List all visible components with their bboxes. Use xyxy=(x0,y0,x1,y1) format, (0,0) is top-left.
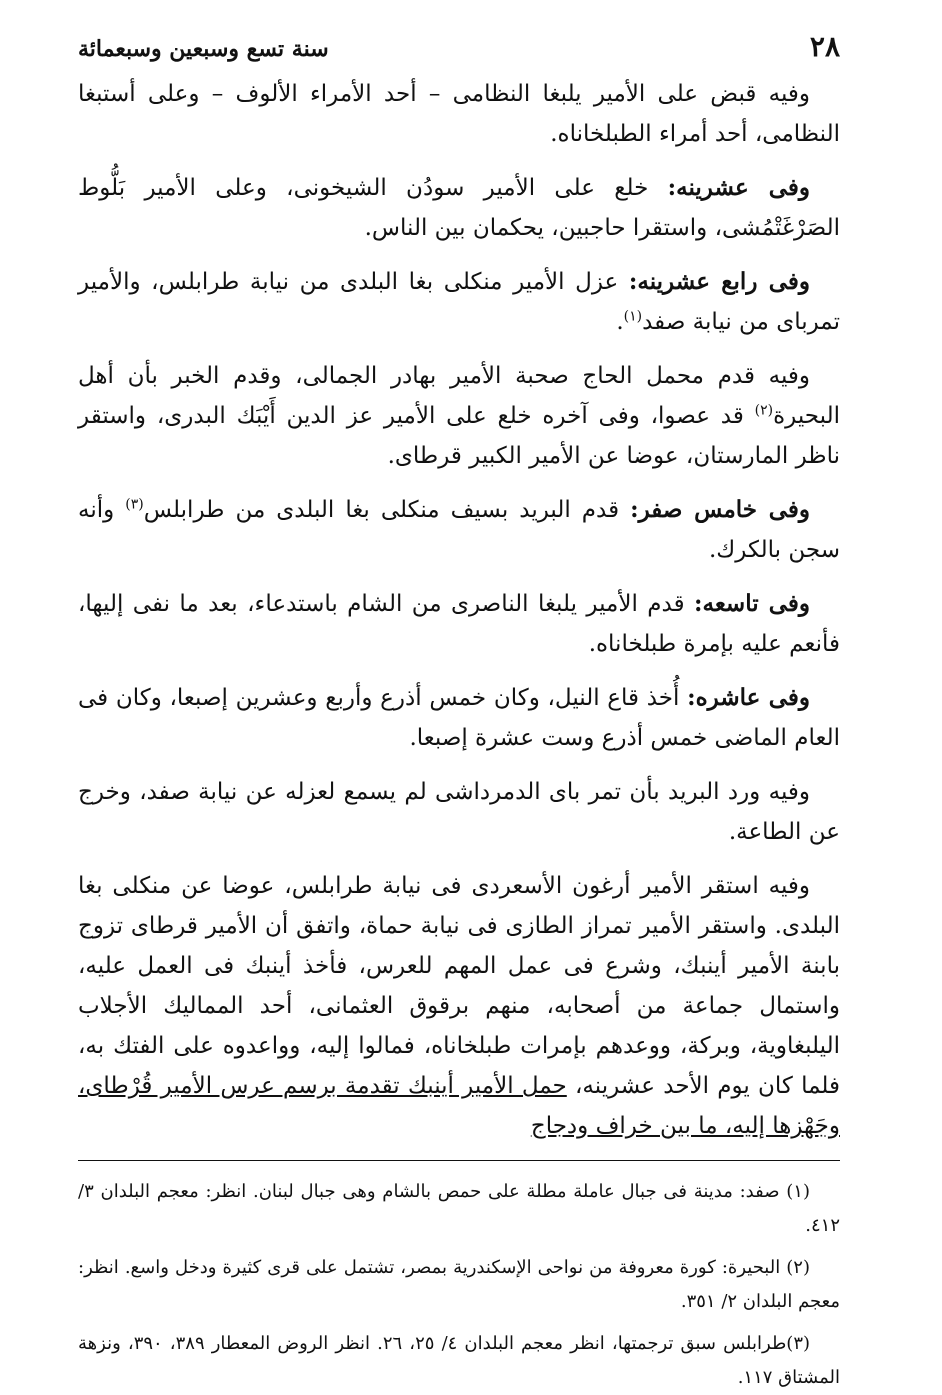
paragraph-text: قدم البريد بسيف منكلى بغا البلدى من طرابلس xyxy=(143,497,631,523)
paragraph-lead: وفى عشرينه: xyxy=(667,174,810,201)
footnote-divider xyxy=(78,1160,840,1161)
paragraph-text: قدم الأمير يلبغا الناصرى من الشام باستدعاء، بعد ما نفى إليها، فأنعم عليه بإمرة طبلخاناه. xyxy=(78,591,840,657)
paragraph-text: وفيه قبض على الأمير يلبغا النظامى – أحد الأمراء الألوف – وعلى أستبغا النظامى، أحد أمراء الطبلخاناه. xyxy=(78,81,840,147)
main-text xyxy=(78,74,840,1146)
running-title: سنة تسع وسبعين وسبعمائة xyxy=(78,36,329,62)
book-page xyxy=(78,30,840,1388)
paragraph-2 xyxy=(78,168,840,248)
paragraph-3 xyxy=(78,262,840,342)
paragraph-tail: وأنه سجن بالكرك. xyxy=(78,497,840,563)
paragraph-6 xyxy=(78,584,840,664)
paragraph-1 xyxy=(78,74,840,154)
footnote-marker: (٢) xyxy=(754,402,774,419)
paragraph-text: خلع على الأمير سودُن الشيخونى، وعلى الأمير بَلُّوط الصَرْغَتْمُشى، واستقرا حاجبين، يحكمان بين الناس. xyxy=(78,175,840,241)
paragraph-text: عزل الأمير منكلى بغا البلدى من نيابة طرابلس، والأمير تمرباى من نيابة صفد xyxy=(78,269,840,335)
footnote-marker: (١) xyxy=(623,308,643,325)
page-number: ٢٨ xyxy=(809,30,840,63)
paragraph-tail: . xyxy=(616,309,624,335)
paragraph-text: وفيه ورد البريد بأن تمر باى الدمرداشى لم يسمع لعزله عن نيابة صفد، وخرج عن الطاعة. xyxy=(78,779,840,845)
paragraph-5 xyxy=(78,490,840,570)
footnote-marker: (٣) xyxy=(125,496,144,513)
paragraph-tail: قد عصوا، وفى آخره خلع على الأمير عز الدين أَيْبَك البدرى، واستقر ناظر المارستان، عوضا عن الأمير الكبير قرطاى. xyxy=(78,403,840,469)
paragraph-text: وفيه استقر الأمير أرغون الأسعردى فى نيابة طرابلس، عوضا عن منكلى بغا البلدى. واستقر الأمير تمراز الطازى فى نيابة حماة، واتفق أن الأمير قرطاى تزوج بابنة الأمير أينبك، وشرع فى عمل المهم للعرس، فأخذ أينبك فى العمل عليه، واستمال جماعة من أصحابه، منهم برقوق العثمانى، أحد المماليك الأجلاب اليلبغاوية، وبركة، ووعدهم بإمرات طبلخاناه، فمالوا إليه، وواعدوه على الفتك به، فلما كان يوم الأحد عشرينه، xyxy=(78,873,840,1099)
paragraph-9 xyxy=(78,866,840,1146)
paragraph-lead: وفى خامس صفر: xyxy=(630,496,811,523)
paragraph-lead: وفى عاشره: xyxy=(687,684,810,711)
paragraph-8 xyxy=(78,772,840,852)
running-header xyxy=(78,30,840,66)
footnote-2: (٢) البحيرة: كورة معروفة من نواحى الإسكندرية بمصر، تشتمل على قرى كثيرة ودخل واسع. انظر: معجم البلدان ٢/ ٣٥١. xyxy=(78,1257,840,1312)
footnotes xyxy=(78,1175,840,1395)
paragraph-text: أُخذ قاع النيل، وكان خمس أذرع وأربع وعشرين إصبعا، وكان فى العام الماضى خمس أذرع وست عشرة إصبعا. xyxy=(78,685,840,751)
paragraph-lead: وفى تاسعه: xyxy=(694,590,810,617)
footnote-1: (١) صفد: مدينة فى جبال عاملة مطلة على حمص بالشام وهى جبال لبنان. انظر: معجم البلدان ٣/ ٤١٢. xyxy=(78,1181,840,1236)
paragraph-text: وفيه قدم محمل الحاج صحبة الأمير بهادر الجمالى، وقدم الخبر بأن أهل البحيرة xyxy=(78,363,840,429)
footnote-3: (٣)طرابلس سبق ترجمتها، انظر معجم البلدان ٤/ ٢٥، ٢٦. انظر الروض المعطار ٣٨٩، ٣٩٠، ونزهة المشتاق ١١٧. xyxy=(78,1333,840,1388)
paragraph-4 xyxy=(78,356,840,476)
paragraph-7 xyxy=(78,678,840,758)
paragraph-lead: وفى رابع عشرينه: xyxy=(628,268,810,295)
underlined-text: حمل الأمير أينبك تقدمة برسم عرس الأمير قُرْطاى، وجَهْزها إليه، ما بين خراف ودجاج xyxy=(78,1073,840,1139)
